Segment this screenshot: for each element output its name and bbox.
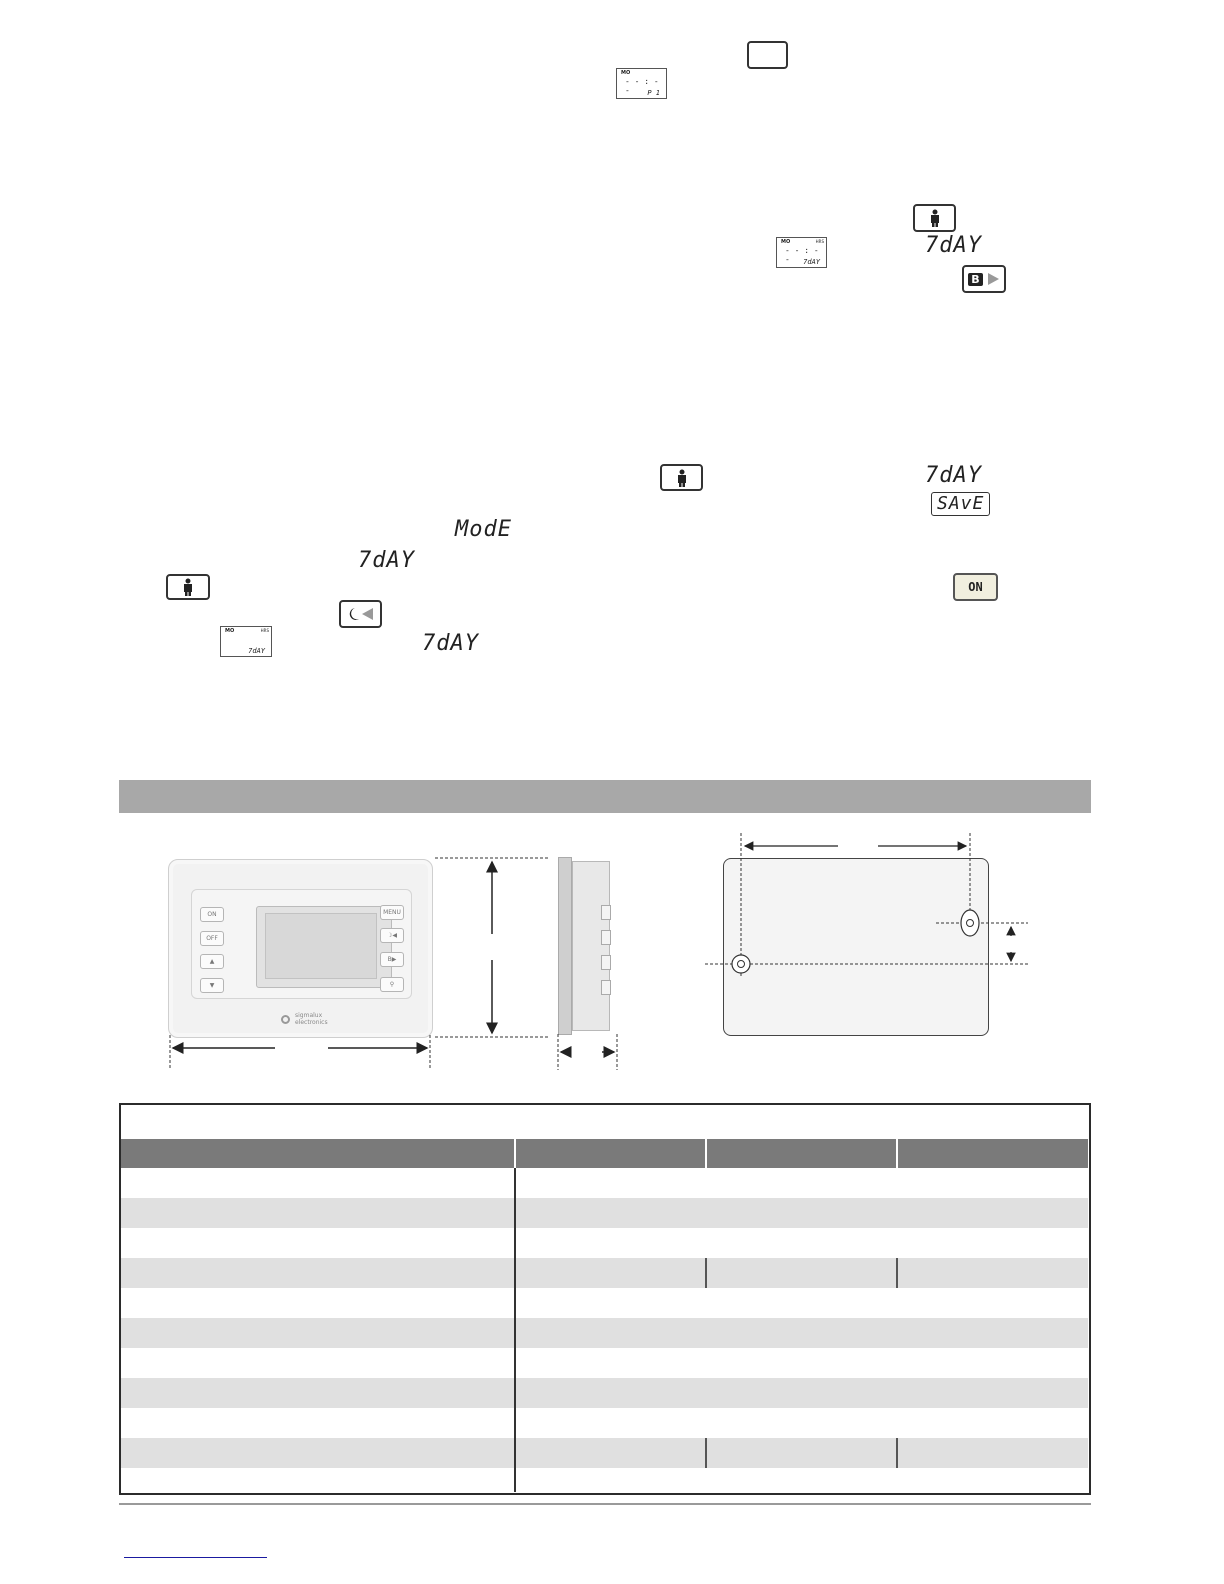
segment-mode-text: ModE	[455, 517, 512, 542]
device-up-button: ▲	[200, 954, 224, 969]
segment-7day-text: 7dAY	[925, 233, 982, 258]
section-header-bar	[119, 780, 1091, 813]
comfort-person-key-icon	[913, 204, 956, 232]
b-arrow-key-icon: B	[962, 265, 1006, 293]
table-row	[121, 1408, 1088, 1438]
device-person-button: ⚲	[380, 977, 404, 992]
table-header-row	[121, 1139, 1088, 1168]
table-row	[121, 1348, 1088, 1378]
segment-7day-text: 7dAY	[422, 631, 479, 656]
comfort-person-key-icon	[660, 464, 703, 491]
table-row	[121, 1228, 1088, 1258]
table-row	[121, 1168, 1088, 1198]
lcd-display-icon: MO HRS - - : - - 7dAY	[776, 237, 827, 268]
table-row	[121, 1198, 1088, 1228]
device-off-button: OFF	[200, 931, 224, 946]
device-down-button: ▼	[200, 978, 224, 993]
moon-back-key-icon	[339, 600, 382, 628]
segment-7day-text: 7dAY	[358, 548, 415, 573]
device-b-button: B▶	[380, 952, 404, 967]
device-moon-button: ☽◀	[380, 928, 404, 943]
table-row	[121, 1288, 1088, 1318]
mounting-dimension-lines	[700, 828, 1040, 988]
table-row	[121, 1258, 1088, 1288]
footer-divider	[119, 1503, 1091, 1505]
brand-text: sigmalux electronics	[295, 1012, 328, 1026]
lcd-display-icon: MO HRS 7dAY	[220, 626, 272, 657]
on-key-icon: ON	[953, 573, 998, 601]
side-dimension-lines	[550, 1030, 630, 1072]
table-row	[121, 1318, 1088, 1348]
segment-save-text: SAvE	[931, 492, 990, 516]
table-row	[121, 1438, 1088, 1468]
lcd-display-icon: MO - - : - - P 1	[616, 68, 667, 99]
blank-key-icon	[747, 41, 788, 69]
comfort-person-key-icon	[166, 574, 210, 600]
table-row	[121, 1468, 1088, 1492]
segment-7day-text: 7dAY	[925, 463, 982, 488]
front-dimension-lines	[160, 850, 560, 1072]
specifications-table	[119, 1103, 1091, 1495]
device-menu-button: MENU	[380, 905, 404, 920]
footer-link-underline[interactable]	[124, 1557, 267, 1558]
table-row	[121, 1378, 1088, 1408]
device-on-button: ON	[200, 907, 224, 922]
thermostat-side-view	[558, 857, 617, 1035]
